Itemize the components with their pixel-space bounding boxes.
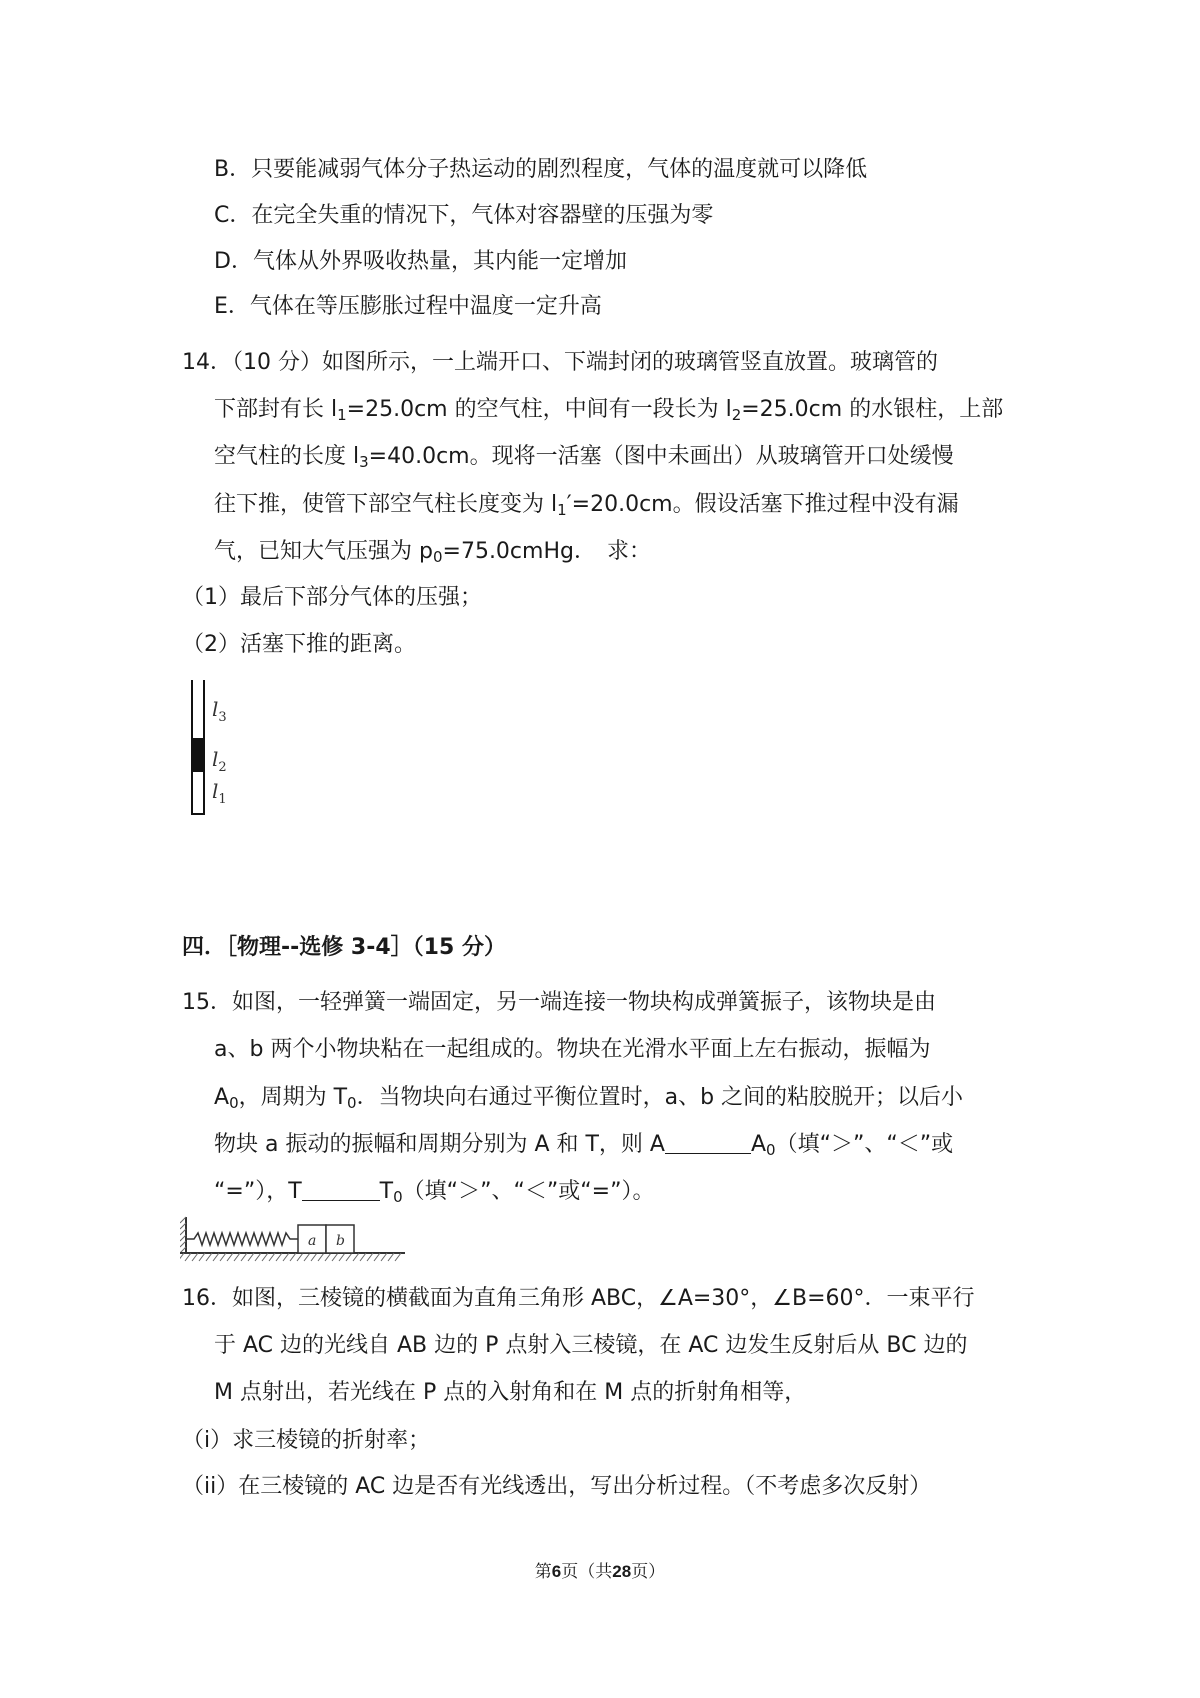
svg-text:b: b [336,1233,345,1249]
glass-tube-figure [180,680,240,815]
q16-sub-question-ii: （ii）在三棱镜的 AC 边是否有光线透出，写出分析过程。（不考虑多次反射） [182,1474,932,1499]
q16-line-1: 16．如图，三棱镜的横截面为直角三角形 ABC，∠A=30°，∠B=60°．一束平行 [182,1286,975,1311]
spring-oscillator-figure [180,1215,410,1265]
label-l3: $l_3$ [212,697,227,725]
q15-line-1: 15．如图，一轻弹簧一端固定，另一端连接一物块构成弹簧振子，该物块是由 [182,990,936,1015]
page-footer: 第6页（共28页） [534,1562,666,1582]
label-l2: $l_2$ [212,747,227,775]
svg-text:a: a [308,1233,317,1249]
q14-line-4: 往下推，使管下部空气柱长度变为 $l_1'=20.0cm$。假设活塞下推过程中没有漏 [214,492,959,519]
q13-option-c: C．在完全失重的情况下，气体对容器壁的压强为零 [214,203,714,228]
q16-line-2: 于 AC 边的光线自 AB 边的 P 点射入三棱镜，在 AC 边发生反射后从 BC 边的 [214,1333,968,1358]
q15-line-2: a、b 两个小物块粘在一起组成的。物块在光滑水平面上左右振动，振幅为 [214,1037,931,1062]
q13-option-d: D．气体从外界吸收热量，其内能一定增加 [214,249,627,274]
q14-line-3: 空气柱的长度 $l_3=40.0cm$。现将一活塞（图中未画出）从玻璃管开口处缓慢 [214,444,954,471]
q14-line-1: 14．（10 分）如图所示，一上端开口、下端封闭的玻璃管竖直放置。玻璃管的 [182,350,938,375]
q16-line-3: M 点射出，若光线在 P 点的入射角和在 M 点的折射角相等， [214,1380,807,1405]
mercury-column [192,738,204,772]
q14-line-5: 气，已知大气压强为 $p_0=75.0cmHg$． 求： [214,539,651,566]
spring [186,1233,298,1245]
section-heading: 四．［物理--选修 3-4］（15 分） [182,935,506,960]
answer-blank-period[interactable] [302,1178,380,1201]
label-l1: $l_1$ [212,779,227,807]
answer-blank-amplitude[interactable] [665,1131,751,1154]
q15-line-5: “=”），T $T_0$（填“＞”、“＜”或“=”）。 [214,1179,655,1206]
q14-sub-question-2: （2）活塞下推的距离。 [182,632,416,657]
q13-option-b: B．只要能减弱气体分子热运动的剧烈程度，气体的温度就可以降低 [214,157,868,182]
q14-line-2: 下部封有长 $l_1=25.0cm$ 的空气柱，中间有一段长为 $l_2=25.0cm$ 的水银柱，上部 [214,397,1004,424]
q16-sub-question-i: （i）求三棱镜的折射率； [182,1428,431,1453]
q14-sub-question-1: （1）最后下部分气体的压强； [182,585,482,610]
q13-option-e: E．气体在等压膨胀过程中温度一定升高 [214,294,602,319]
q15-line-3: $A_0$，周期为 $T_0$．当物块向右通过平衡位置时，a、b 之间的粘胶脱开；以后小 [214,1085,964,1112]
q15-line-4: 物块 a 振动的振幅和周期分别为 A 和 T，则 A $A_0$（填“＞”、“＜”或 [214,1132,954,1159]
